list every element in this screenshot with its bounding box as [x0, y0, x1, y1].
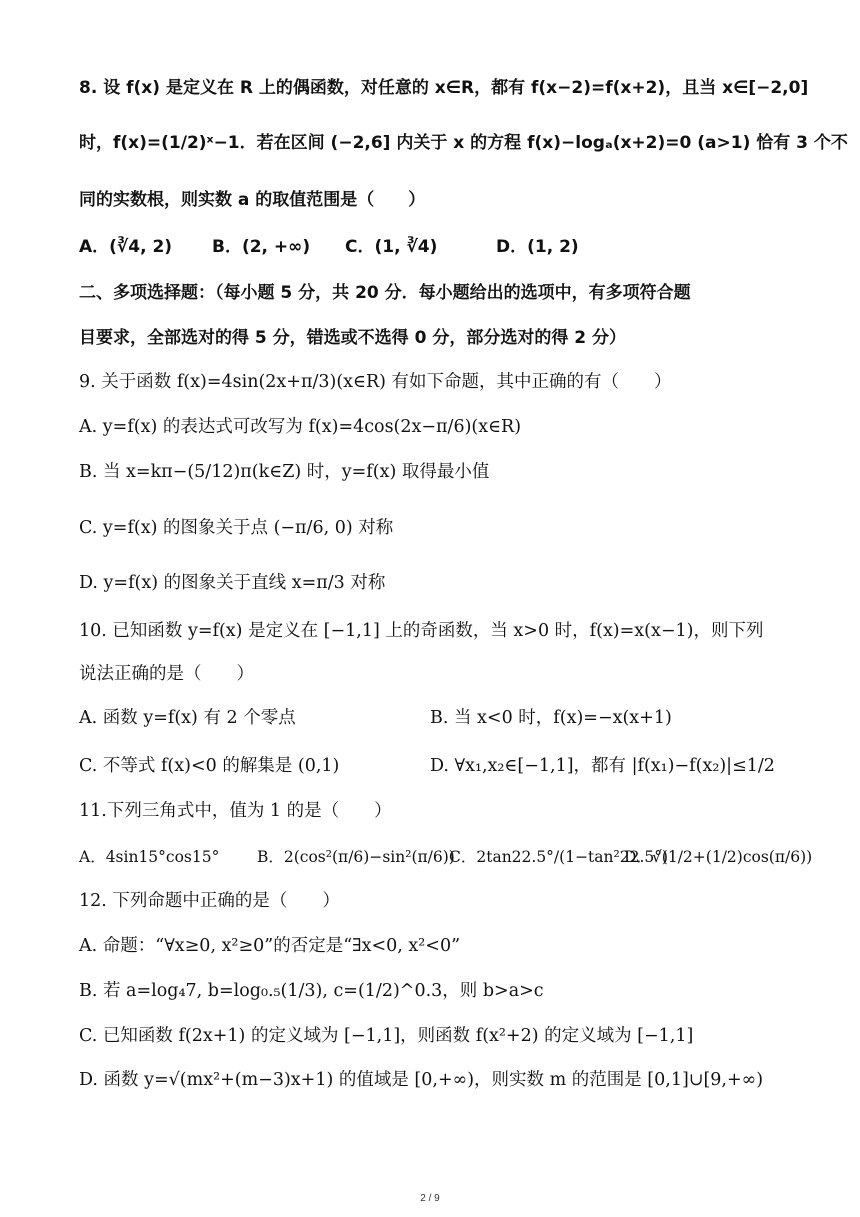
q8-option-c[interactable]: C．(1, ∛4): [345, 237, 438, 257]
q10-row-2: [79, 752, 800, 780]
q11-stem: 11.下列三角式中，值为 1 的是（ ）: [79, 801, 392, 821]
q8-line-2: 时，f(x)=(1/2)ˣ−1．若在区间 (−2,6] 内关于 x 的方程 f(x)−logₐ(x+2)=0 (a>1) 恰有 3 个不: [79, 133, 848, 153]
q8-option-a[interactable]: A．(∛4, 2): [79, 237, 173, 257]
q8-line-3: 同的实数根，则实数 a 的取值范围是（ ）: [79, 190, 426, 210]
section-2-line-1: 二、多项选择题：（每小题 5 分，共 20 分．每小题给出的选项中，有多项符合题: [79, 283, 691, 303]
q12-option-d[interactable]: D. 函数 y=√(mx²+(m−3)x+1) 的值域是 [0,+∞)，则实数 m 的范围是 [0,1]∪[9,+∞): [79, 1070, 764, 1090]
q11-option-d[interactable]: D．√(1/2+(1/2)cos(π/6)): [624, 848, 813, 866]
q9-stem: 9. 关于函数 f(x)=4sin(2x+π/3)(x∈R) 有如下命题，其中正确的有（ ）: [79, 372, 672, 392]
q12-stem: 12. 下列命题中正确的是（ ）: [79, 891, 340, 911]
q8-option-d[interactable]: D．(1, 2): [496, 237, 579, 257]
q10-option-d[interactable]: D. ∀x₁,x₂∈[−1,1]，都有 |f(x₁)−f(x₂)|≤1/2: [430, 756, 775, 776]
q9-option-d[interactable]: D. y=f(x) 的图象关于直线 x=π/3 对称: [79, 573, 386, 593]
q12-option-c[interactable]: C. 已知函数 f(2x+1) 的定义域为 [−1,1]，则函数 f(x²+2) 的定义域为 [−1,1]: [79, 1026, 694, 1046]
page-number: 2 / 9: [420, 1193, 440, 1204]
q11-option-c[interactable]: C．2tan22.5°/(1−tan²22.5°): [449, 848, 669, 866]
q10-option-a[interactable]: A. 函数 y=f(x) 有 2 个零点: [79, 708, 296, 728]
q10-option-b[interactable]: B. 当 x<0 时，f(x)=−x(x+1): [430, 708, 672, 728]
q9-option-a[interactable]: A. y=f(x) 的表达式可改写为 f(x)=4cos(2x−π/6)(x∈R): [79, 417, 522, 437]
q10-option-c[interactable]: C. 不等式 f(x)<0 的解集是 (0,1): [79, 756, 340, 776]
q10-row-1: [79, 704, 800, 732]
q10-stem-2: 说法正确的是（ ）: [79, 664, 254, 684]
q8-option-b[interactable]: B．(2, +∞): [212, 237, 311, 257]
q10-stem-1: 10. 已知函数 y=f(x) 是定义在 [−1,1] 上的奇函数，当 x>0 时，f(x)=x(x−1)，则下列: [79, 621, 764, 641]
q12-option-a[interactable]: A. 命题：“∀x≥0, x²≥0”的否定是“∃x<0, x²<0”: [79, 936, 461, 956]
q9-option-c[interactable]: C. y=f(x) 的图象关于点 (−π/6, 0) 对称: [79, 518, 394, 538]
q9-option-b[interactable]: B. 当 x=kπ−(5/12)π(k∈Z) 时，y=f(x) 取得最小值: [79, 462, 490, 482]
q12-option-b[interactable]: B. 若 a=log₄7, b=log₀.₅(1/3), c=(1/2)^0.3，则 b>a>c: [79, 981, 544, 1001]
q8-line-1: 8. 设 f(x) 是定义在 R 上的偶函数，对任意的 x∈R，都有 f(x−2)=f(x+2)，且当 x∈[−2,0]: [79, 78, 809, 98]
q11-option-a[interactable]: A．4sin15°cos15°: [79, 848, 220, 866]
q11-option-b[interactable]: B．2(cos²(π/6)−sin²(π/6)): [257, 848, 455, 866]
section-2-line-2: 目要求，全部选对的得 5 分，错选或不选得 0 分，部分选对的得 2 分）: [79, 328, 626, 348]
